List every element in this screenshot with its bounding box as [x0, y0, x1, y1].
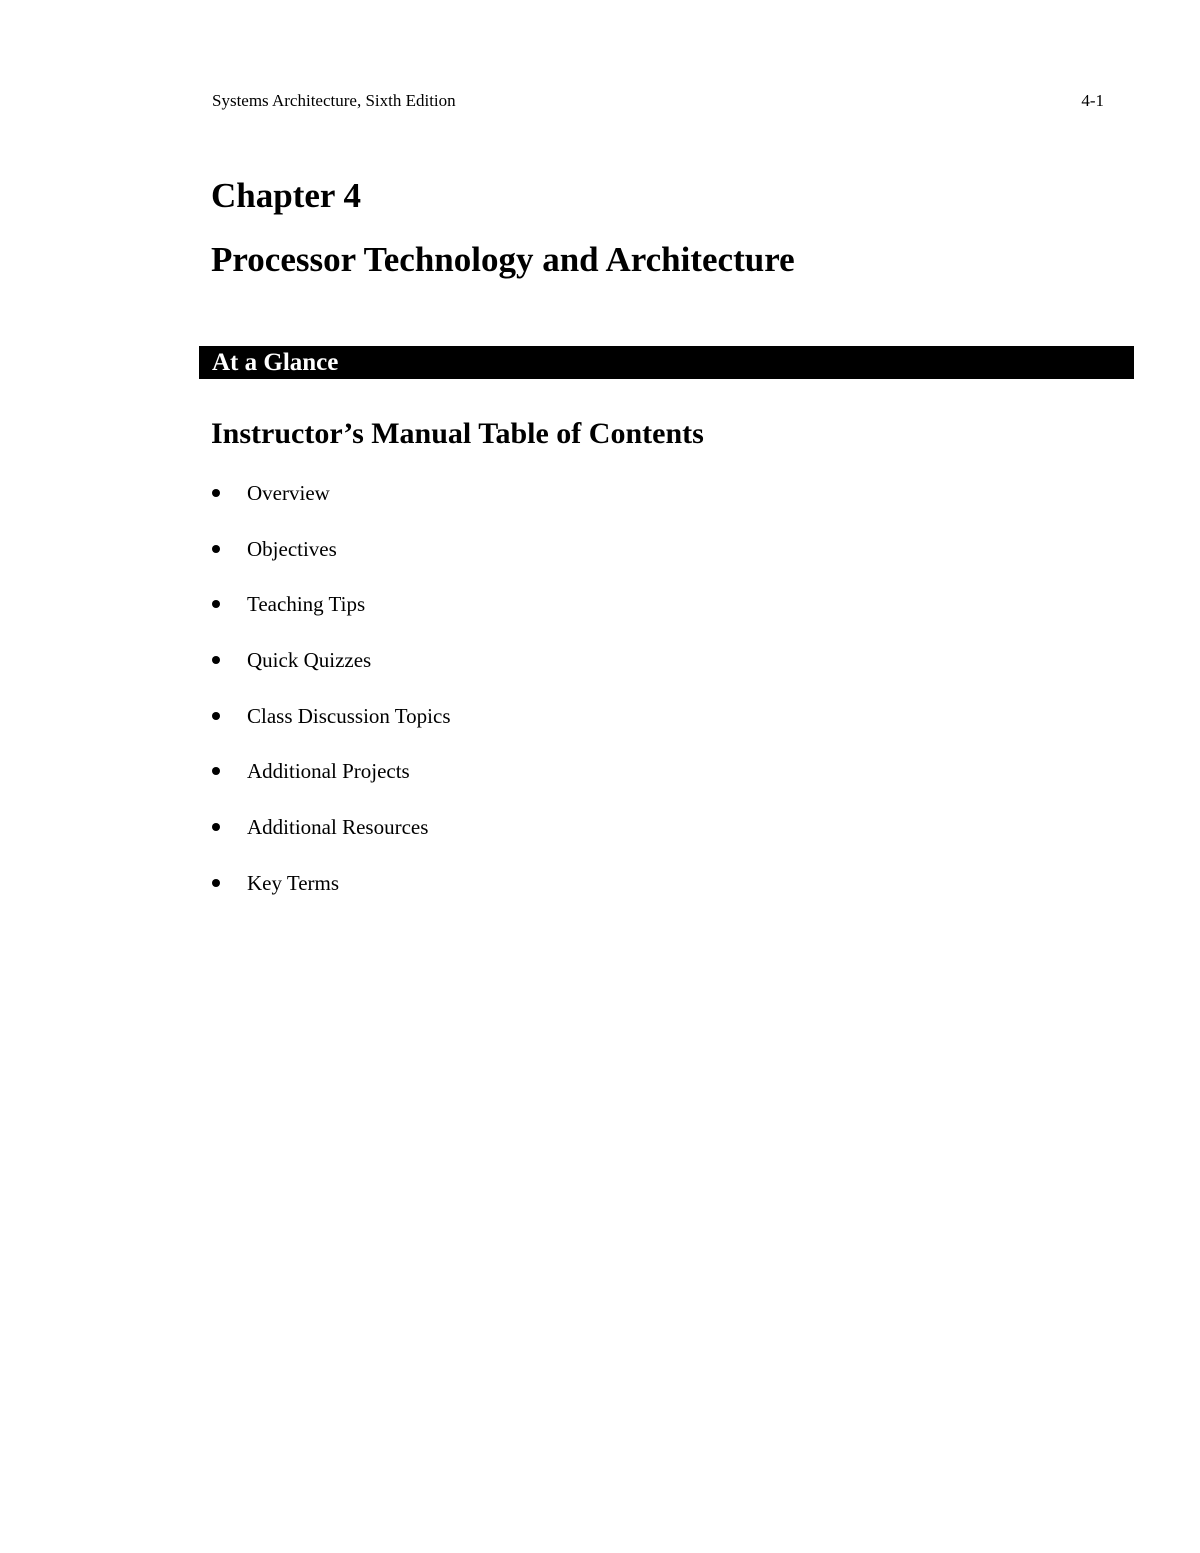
- at-a-glance-label: At a Glance: [212, 349, 339, 376]
- toc-item-label: Additional Resources: [247, 815, 429, 840]
- bullet-icon: [212, 656, 220, 664]
- header-book-title: Systems Architecture, Sixth Edition: [212, 91, 456, 110]
- bullet-icon: [212, 545, 220, 553]
- chapter-label: Chapter 4: [211, 176, 362, 215]
- bullet-icon: [212, 712, 220, 720]
- toc-item-label: Quick Quizzes: [247, 648, 372, 673]
- bullet-icon: [212, 823, 220, 831]
- toc-item-label: Overview: [247, 481, 330, 505]
- running-header: [212, 89, 1104, 113]
- toc-item-label: Key Terms: [247, 870, 340, 895]
- at-a-glance-bar: [199, 346, 1134, 379]
- header-page-number: 4-1: [1081, 91, 1104, 110]
- toc-item-label: Class Discussion Topics: [247, 703, 451, 728]
- toc-heading: Instructor’s Manual Table of Contents: [211, 417, 704, 450]
- bullet-icon: [212, 600, 220, 608]
- toc-item-label: Additional Projects: [247, 759, 410, 784]
- chapter-title: Processor Technology and Architecture: [211, 240, 795, 279]
- bullet-icon: [212, 489, 220, 497]
- toc-item-label: Teaching Tips: [247, 592, 366, 617]
- toc-item-label: Objectives: [247, 536, 337, 561]
- bullet-icon: [212, 879, 220, 887]
- bullet-icon: [212, 767, 220, 775]
